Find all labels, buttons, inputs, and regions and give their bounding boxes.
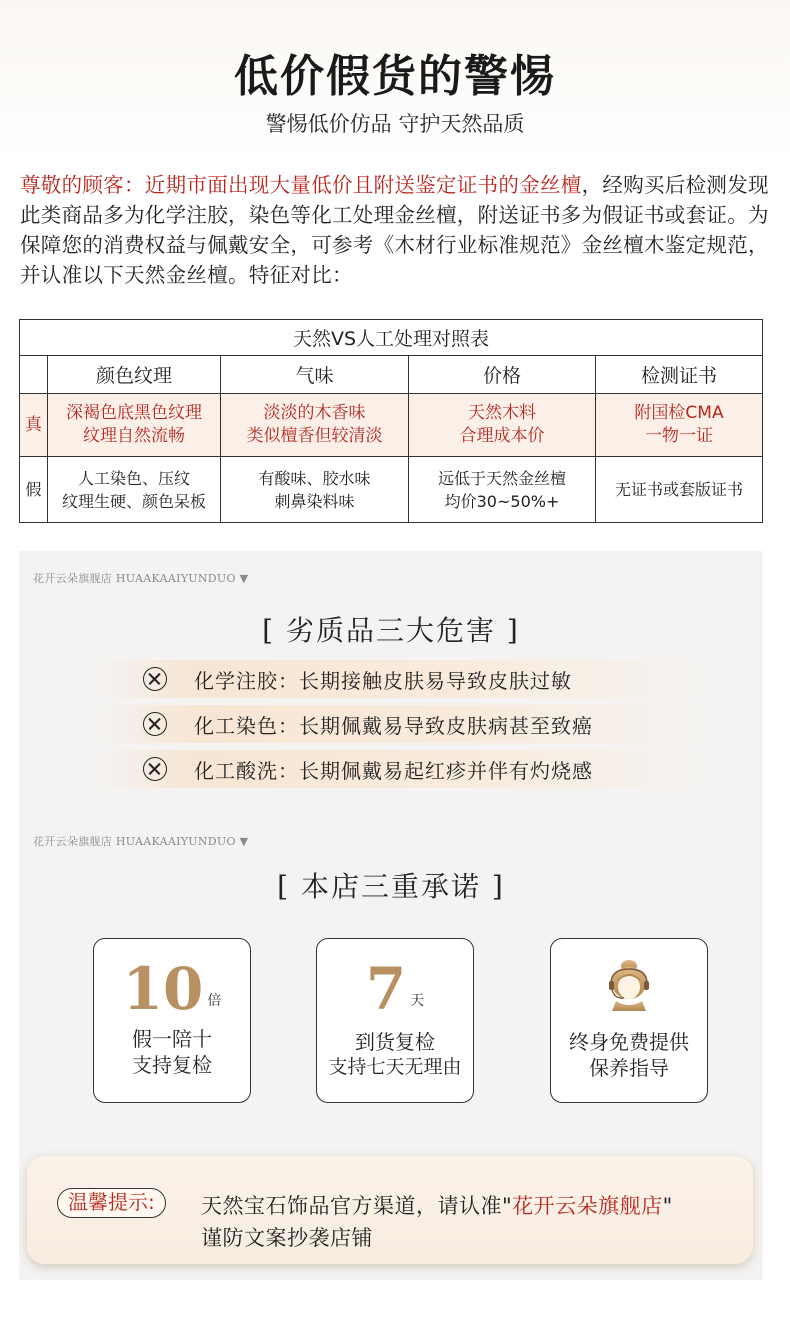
promise-card bbox=[550, 938, 708, 1103]
promise-number: 10 倍 bbox=[122, 955, 222, 1023]
promise-card bbox=[93, 938, 251, 1103]
table-row-fake bbox=[20, 457, 763, 523]
promise-line1: 终身免费提供 bbox=[569, 1030, 689, 1054]
table-cell: 淡淡的木香味 类似檀香但较清淡 bbox=[221, 394, 409, 457]
page-title: 低价假货的警惕 bbox=[234, 51, 556, 102]
table-cell: 无证书或套版证书 bbox=[596, 457, 763, 523]
header-price: 价格 bbox=[409, 356, 596, 394]
harm-item bbox=[99, 705, 719, 743]
harm-text: 化工酸洗：长期佩戴易起红疹并伴有灼烧感 bbox=[194, 758, 593, 783]
promise-line2: 支持七天无理由 bbox=[328, 1056, 462, 1078]
table-row-real bbox=[20, 394, 763, 457]
promise-line2: 保养指导 bbox=[589, 1056, 669, 1080]
table-cell: 天然木料 合理成本价 bbox=[409, 394, 596, 457]
tip-text: 天然宝石饰品官方渠道，请认准"花开云朵旗舰店" bbox=[201, 1194, 673, 1218]
row-label-fake: 假 bbox=[20, 457, 48, 523]
promise-line1: 到货复检 bbox=[355, 1030, 435, 1054]
page-subtitle: 警惕低价仿品 守护天然品质 bbox=[265, 112, 525, 136]
intro-body: ，经购买后检测发现此类商品多为化学注胶，染色等化工处理金丝檀，附送证书多为假证书或套证。为保障您的消费权益与佩戴安全，可参考《木材行业标准规范》金丝檀木鉴定规范，并认准以下天然金丝檀。特征对比： bbox=[20, 173, 769, 287]
table-cell: 远低于天然金丝檀 均价30~50%+ bbox=[409, 457, 596, 523]
header-smell: 气味 bbox=[221, 356, 409, 394]
table-cell: 深褐色底黑色纹理 纹理自然流畅 bbox=[48, 394, 221, 457]
tip-text-line2: 谨防文案抄袭店铺 bbox=[201, 1226, 373, 1250]
info-panel bbox=[19, 551, 763, 1280]
harms-title: [ 劣质品三大危害 ] bbox=[262, 614, 520, 647]
store-name: 花开云朵旗舰店 bbox=[512, 1194, 663, 1218]
circle-x-icon bbox=[143, 712, 167, 736]
header-color-texture: 颜色纹理 bbox=[48, 356, 221, 394]
intro-salutation: 尊敬的顾客：近期市面出现大量低价且附送鉴定证书的金丝檀 bbox=[20, 173, 582, 197]
tip-label: 温馨提示: bbox=[57, 1188, 166, 1218]
table-corner bbox=[20, 356, 48, 394]
customer-service-icon bbox=[602, 957, 656, 1011]
promise-line2: 支持复检 bbox=[132, 1053, 212, 1077]
comparison-table bbox=[19, 319, 763, 523]
circle-x-icon bbox=[143, 667, 167, 691]
table-cell: 有酸味、胶水味 刺鼻染料味 bbox=[221, 457, 409, 523]
row-label-real: 真 bbox=[20, 394, 48, 457]
harm-text: 化学注胶：长期接触皮肤易导致皮肤过敏 bbox=[194, 668, 572, 693]
intro-paragraph bbox=[20, 170, 772, 290]
promise-number: 7 天 bbox=[365, 955, 425, 1023]
harm-text: 化工染色：长期佩戴易导致皮肤病甚至致癌 bbox=[194, 713, 593, 738]
harm-item bbox=[99, 750, 719, 788]
circle-x-icon bbox=[143, 757, 167, 781]
table-caption: 天然VS人工处理对照表 bbox=[20, 320, 763, 356]
harm-item bbox=[99, 660, 719, 698]
promise-card bbox=[316, 938, 474, 1103]
brand-tag: 花开云朵旗舰店 HUAAKAAIYUNDUO ▼ bbox=[33, 572, 249, 585]
promise-line1: 假一陪十 bbox=[132, 1027, 212, 1051]
promises-title: [ 本店三重承诺 ] bbox=[277, 870, 505, 903]
header-certificate: 检测证书 bbox=[596, 356, 763, 394]
table-cell: 人工染色、压纹 纹理生硬、颜色呆板 bbox=[48, 457, 221, 523]
table-cell: 附国检CMA 一物一证 bbox=[596, 394, 763, 457]
brand-tag: 花开云朵旗舰店 HUAAKAAIYUNDUO ▼ bbox=[33, 835, 249, 848]
tip-banner bbox=[27, 1156, 753, 1264]
